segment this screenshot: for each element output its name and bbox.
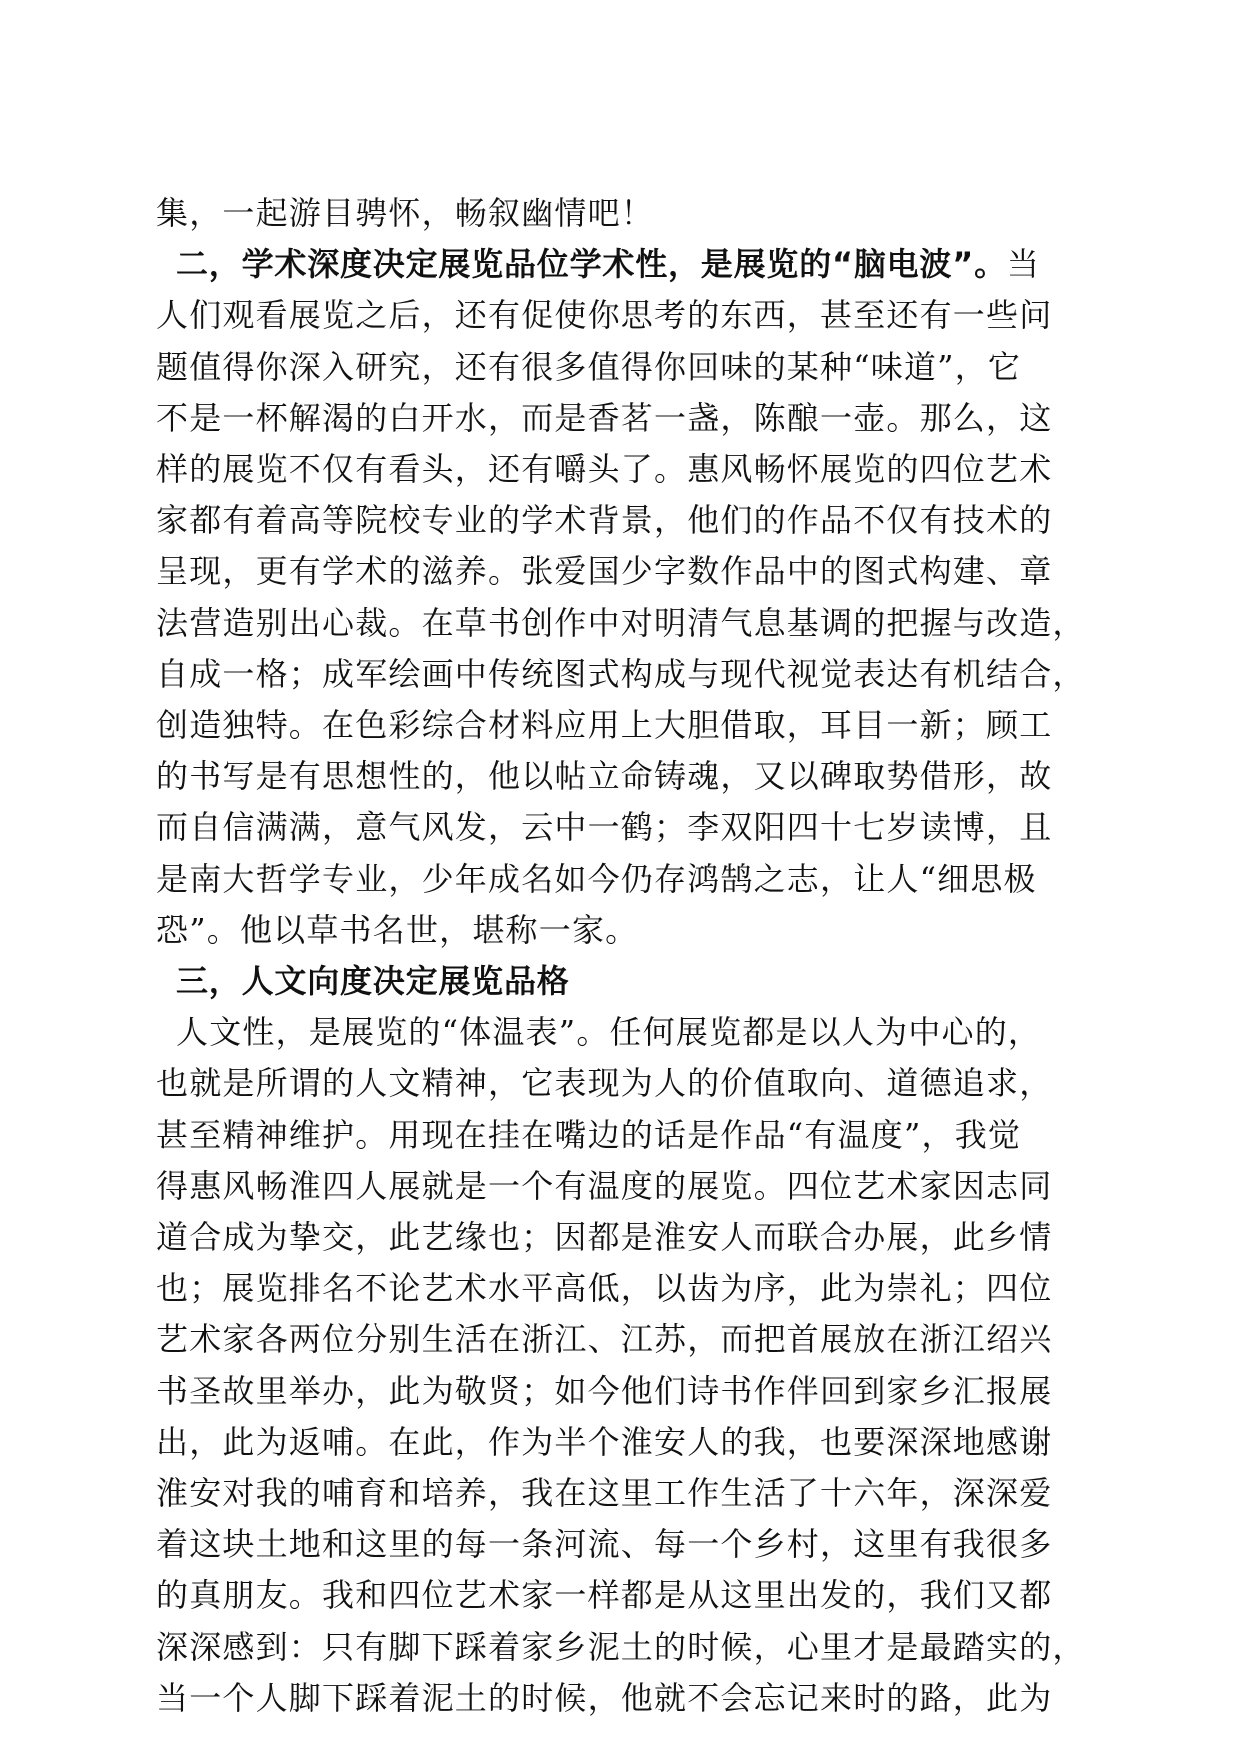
body-line-21: 道合成为挚交，此艺缘也；因都是淮安人而联合办展，此乡情 [156,1218,1053,1257]
body-line-19: 甚至精神维护。用现在挂在嘴边的话是作品“有温度”，我觉 [156,1115,1022,1154]
body-line-23: 艺术家各两位分别生活在浙江、江苏，而把首展放在浙江绍兴 [156,1320,1053,1359]
section-heading-two-line [156,239,1086,290]
body-line-22: 也；展览排名不论艺术水平高低，以齿为序，此为崇礼；四位 [156,1269,1053,1308]
body-line-30: 当一个人脚下踩着泥土的时候，他就不会忘记来时的路，此为 [156,1678,1053,1717]
body-line-6: 样的展览不仅有看头，还有嚼头了。惠风畅怀展览的四位艺术 [156,450,1053,489]
body-line-9: 法营造别出心裁。在草书创作中对明清气息基调的把握与改造， [156,603,1086,642]
body-line-12: 的书写是有思想性的，他以帖立命铸魂，又以碑取势借形，故 [156,757,1053,796]
body-line-8: 呈现，更有学术的滋养。张爱国少字数作品中的图式构建、章 [156,552,1053,591]
section-heading-two: 二，学术深度决定展览品位学术性，是展览的“脑电波”。 [176,245,1007,284]
body-line-28: 的真朋友。我和四位艺术家一样都是从这里出发的，我们又都 [156,1576,1053,1615]
body-line-13: 而自信满满，意气风发，云中一鹤；李双阳四十七岁读博，且 [156,808,1053,847]
body-line-5: 不是一杯解渴的白开水，而是香茗一盏，陈酿一壶。那么，这 [156,398,1053,437]
body-line-27: 着这块土地和这里的每一条河流、每一个乡村，这里有我很多 [156,1525,1053,1564]
body-line-26: 淮安对我的哺育和培养，我在这里工作生活了十六年，深深爱 [156,1474,1053,1513]
body-line-18: 也就是所谓的人文精神，它表现为人的价值取向、道德追求， [156,1064,1053,1103]
body-line-29: 深深感到：只有脚下踩着家乡泥土的时候，心里才是最踏实的， [156,1627,1086,1666]
body-line-7: 家都有着高等院校专业的学术背景，他们的作品不仅有技术的 [156,501,1053,540]
body-line-25: 出，此为返哺。在此，作为半个淮安人的我，也要深深地感谢 [156,1422,1053,1461]
body-line-11: 创造独特。在色彩综合材料应用上大胆借取，耳目一新；顾工 [156,706,1053,745]
body-line-14: 是南大哲学专业，少年成名如今仍存鸿鹄之志，让人“细思极 [156,859,1037,898]
body-line-24: 书圣故里举办，此为敬贤；如今他们诗书作伴回到家乡汇报展 [156,1371,1053,1410]
body-line-1: 集，一起游目骋怀，畅叙幽情吧！ [156,194,655,232]
body-line-10: 自成一格；成军绘画中传统图式构成与现代视觉表达有机结合， [156,654,1086,693]
body-line-3: 人们观看展览之后，还有促使你思考的东西，甚至还有一些问 [156,296,1053,335]
body-line-4: 题值得你深入研究，还有很多值得你回味的某种“味道”，它 [156,347,1022,386]
heading-two-trailing-text: 当 [1006,245,1041,284]
section-heading-three: 三，人文向度决定展览品格 [176,962,570,1001]
document-body [156,188,1086,1724]
body-line-20: 得惠风畅淮四人展就是一个有温度的展览。四位艺术家因志同 [156,1166,1053,1205]
body-line-17: 人文性，是展览的“体温表”。任何展览都是以人为中心的， [176,1013,1042,1052]
body-line-15: 恐”。他以草书名世，堪称一家。 [156,910,639,949]
